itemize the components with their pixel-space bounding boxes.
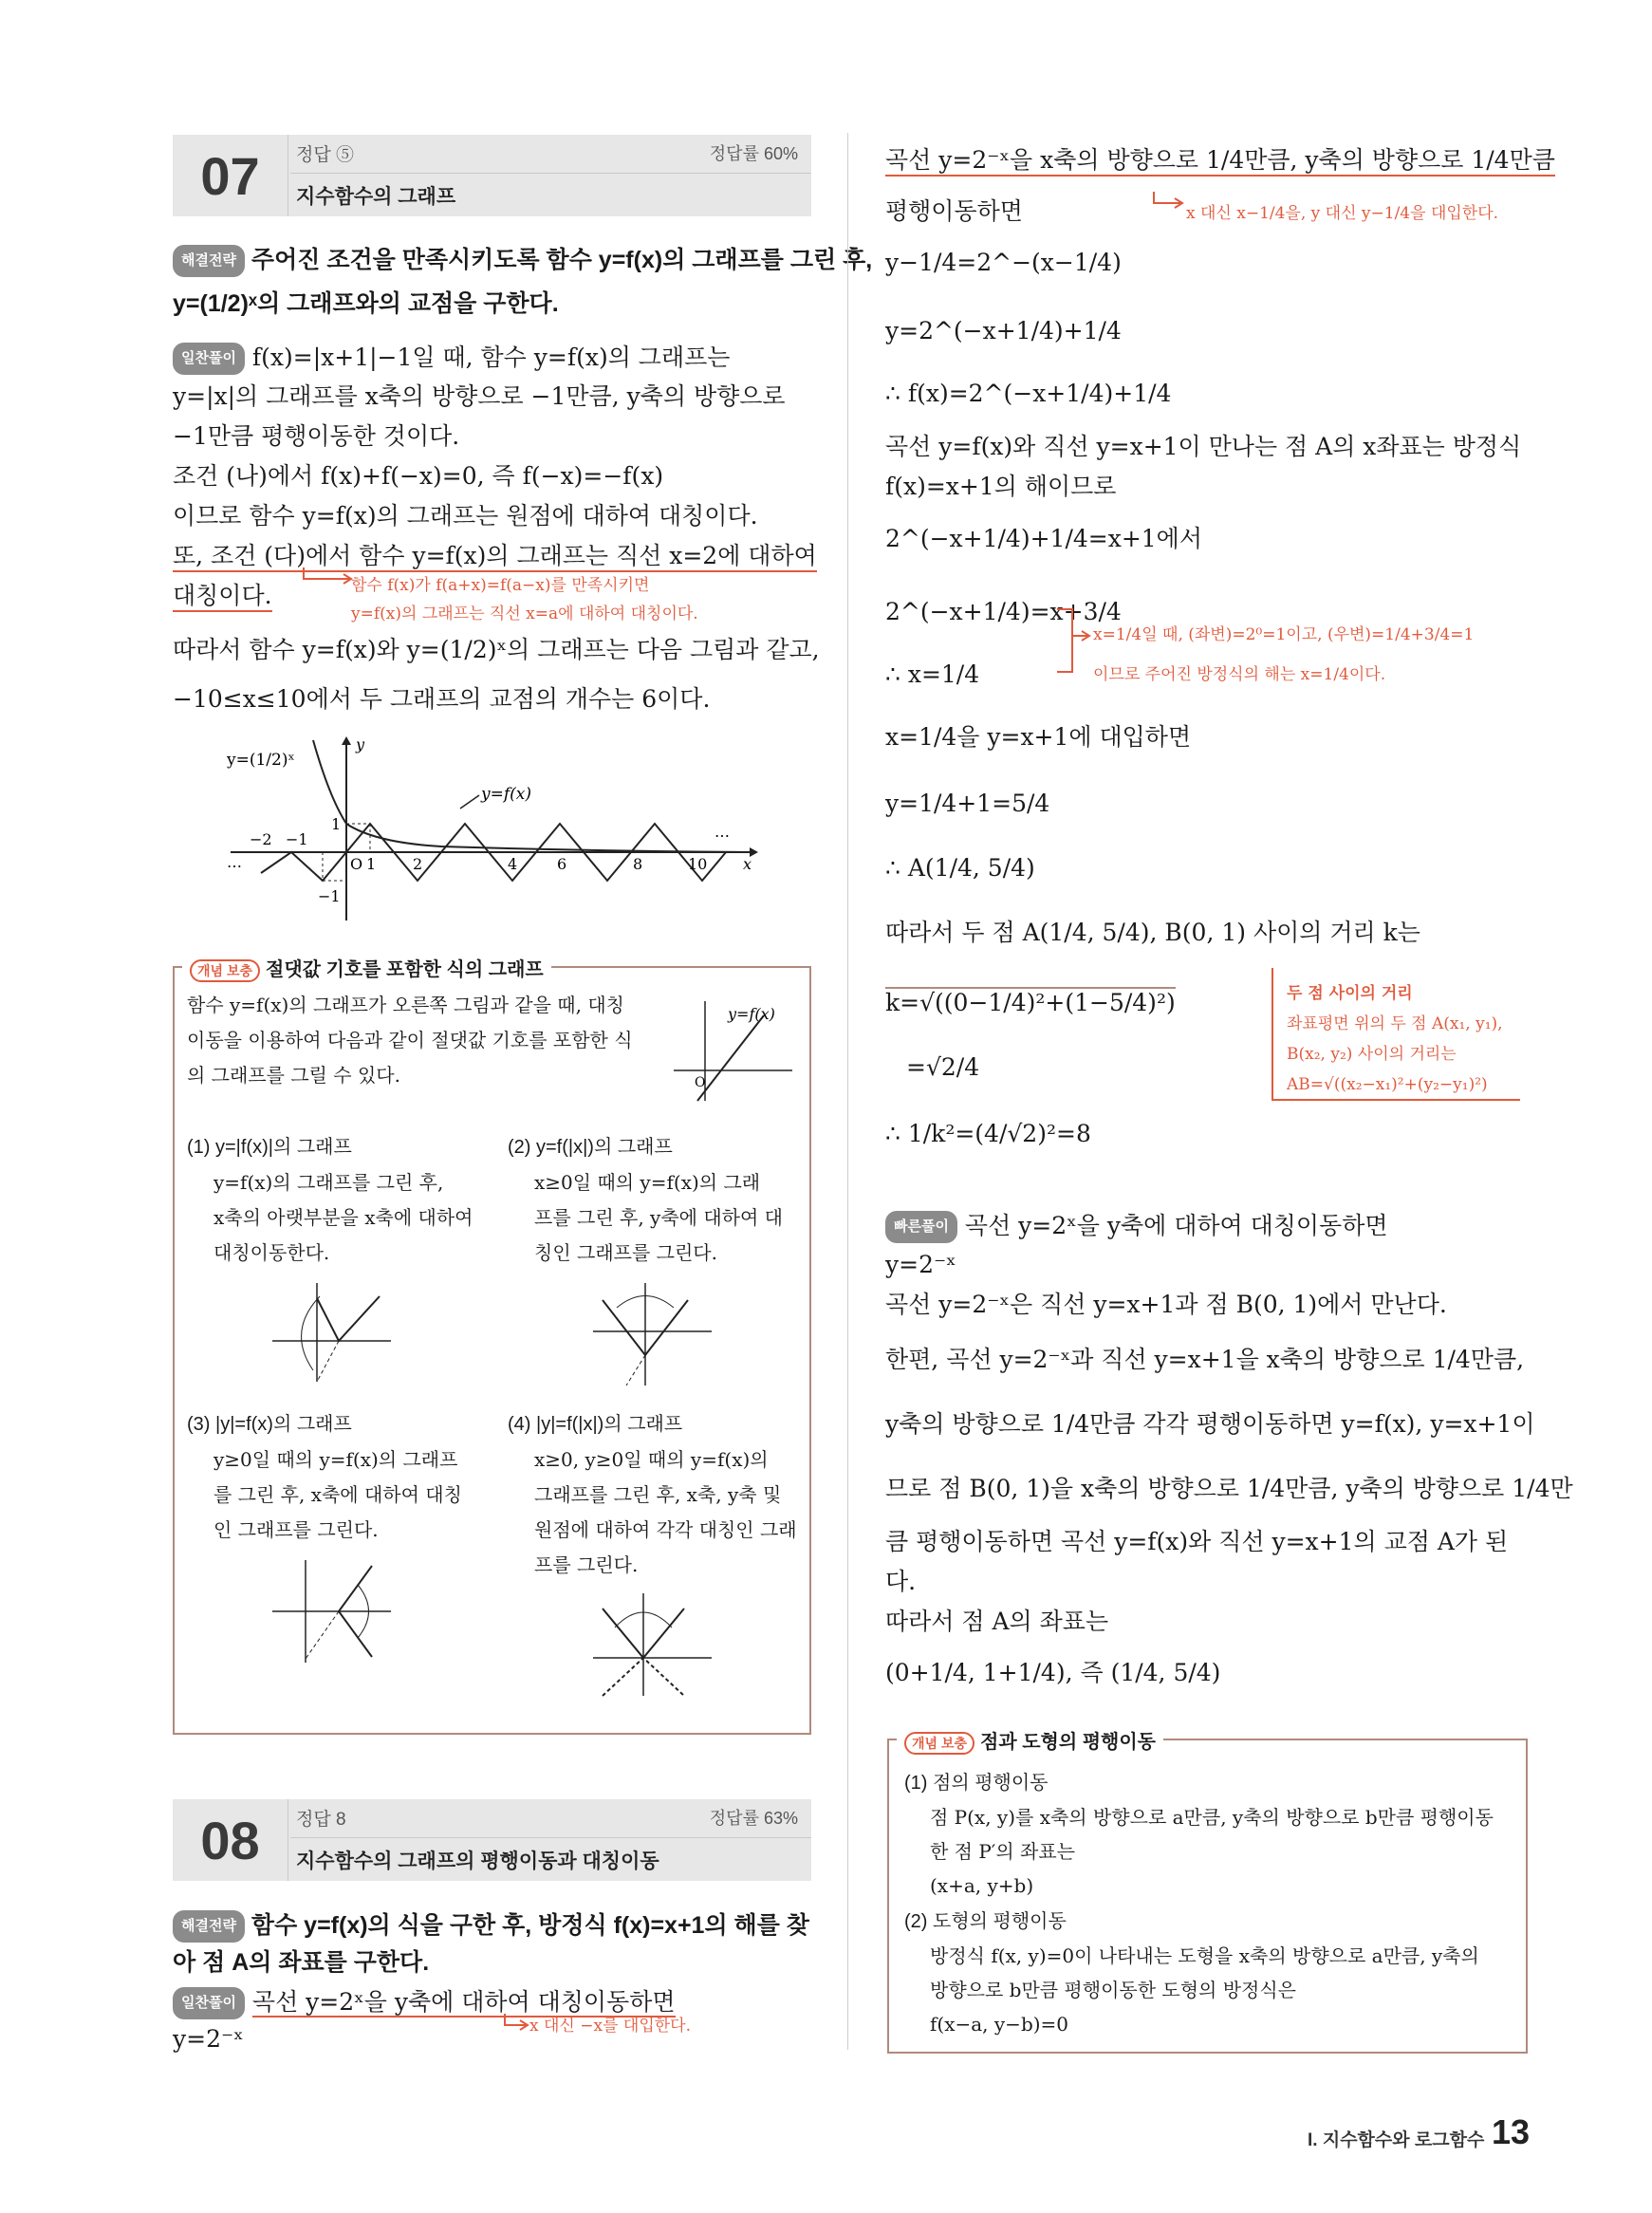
- case-3-line-2: 를 그린 후, x축에 대하여 대칭: [213, 1483, 462, 1506]
- case-4-line-3: 원점에 대하여 각각 대칭인 그래: [534, 1518, 797, 1541]
- case-4-figure: [588, 1590, 721, 1699]
- y-axis-label: y: [356, 735, 365, 753]
- case-3-figure: [268, 1556, 400, 1665]
- concept2-a-line-1: 점 P(x, y)를 x축의 방향으로 a만큼, y축의 방향으로 b만큼 평행이동: [930, 1806, 1494, 1829]
- header-divider: [290, 173, 811, 174]
- right-line-11: x=1/4을 y=x+1에 대입하면: [885, 723, 1192, 751]
- right-line-4: y=2^(−x+1/4)+1/4: [885, 317, 1122, 344]
- right-annotation-2b: 이므로 주어진 방정식의 해는 x=1/4이다.: [1093, 665, 1386, 684]
- right-annotation-arrow-1: [1152, 190, 1186, 213]
- p08-annotation-arrow: [503, 2012, 531, 2035]
- column-divider: [847, 133, 848, 2050]
- concept-tag: 개념 보충: [904, 1732, 974, 1755]
- tick-x-4: 4: [508, 855, 518, 873]
- fast-line-1: [885, 1211, 1388, 1243]
- case-3-line-3: 인 그래프를 그린다.: [213, 1518, 379, 1541]
- case-2-line-1: x≥0일 때의 y=f(x)의 그래: [534, 1171, 761, 1194]
- case-4-line-2: 그래프를 그린 후, x축, y축 및: [534, 1483, 782, 1506]
- concept2-b-title: (2) 도형의 평행이동: [904, 1911, 1067, 1932]
- strategy-text: 함수 y=f(x)의 식을 구한 후, 방정식 f(x)=x+1의 해를 찾: [251, 1912, 809, 1939]
- y-axis-arrow: [342, 736, 351, 745]
- fast-line-6: 므로 점 B(0, 1)을 x축의 방향으로 1/4만큼, y축의 방향으로 1/4만: [885, 1475, 1573, 1502]
- right-line-17: ∴ 1/k²=(4/√2)²=8: [885, 1120, 1091, 1147]
- solution-line-8: 따라서 함수 y=f(x)와 y=(1/2)ˣ의 그래프는 다음 그림과 같고,: [173, 636, 820, 663]
- concept-box-2-header: [897, 1726, 1163, 1755]
- tick-x-10: 10: [688, 855, 708, 873]
- distance-note-4: AB=√((x₂−x₁)²+(y₂−y₁)²): [1287, 1075, 1488, 1094]
- distance-note-1: 두 점 사이의 거리: [1287, 984, 1413, 1003]
- tick-x-2: 2: [413, 855, 423, 873]
- concept2-b-line-1: 방정식 f(x, y)=0이 나타내는 도형을 x축의 방향으로 a만큼, y축의: [930, 1944, 1479, 1967]
- problem-topic: 지수함수의 그래프: [296, 186, 456, 208]
- concept2-a-line-2: 한 점 P′의 좌표는: [930, 1840, 1075, 1863]
- p08-strategy-line-1: [173, 1910, 809, 1943]
- strategy-tag: 해결전략: [173, 245, 245, 277]
- right-line-14: 따라서 두 점 A(1/4, 5/4), B(0, 1) 사이의 거리 k는: [885, 919, 1420, 946]
- concept2-a-line-3: (x+a, y+b): [930, 1874, 1034, 1897]
- fast-line-10: (0+1/4, 1+1/4), 즉 (1/4, 5/4): [885, 1659, 1221, 1686]
- right-line-12: y=1/4+1=5/4: [885, 790, 1050, 817]
- case-2-figure: [588, 1279, 721, 1388]
- right-line-10: ∴ x=1/4: [885, 660, 980, 688]
- right-line-9: 2^(−x+1/4)=x+3/4: [885, 598, 1122, 625]
- tick-y-neg1: −1: [318, 887, 341, 905]
- p08-strategy-line-2: 아 점 A의 좌표를 구한다.: [173, 1949, 430, 1976]
- solution-tag: 일찬풀이: [173, 343, 245, 375]
- concept1-intro-1: 함수 y=f(x)의 그래프가 오른쪽 그림과 같을 때, 대칭: [187, 994, 624, 1016]
- concept-tag: 개념 보충: [190, 959, 260, 982]
- fx-label: y=f(x): [481, 785, 531, 804]
- solution-line-7: 대칭이다.: [173, 582, 272, 612]
- solution-line-1: [173, 343, 730, 375]
- case-4-title: (4) |y|=f(|x|)의 그래프: [508, 1414, 683, 1435]
- tick-x-neg1: −1: [286, 830, 308, 848]
- x-axis-label: x: [743, 855, 752, 873]
- solution-line-2: y=|x|의 그래프를 x축의 방향으로 −1만큼, y축의 방향으로: [173, 382, 786, 410]
- case-2-line-2: 프를 그린 후, y축에 대하여 대: [534, 1206, 783, 1229]
- problem-number: 07: [173, 135, 288, 216]
- annotation-symmetry-1: 함수 f(x)가 f(a+x)=f(a−x)를 만족시키면: [351, 576, 650, 595]
- case-1-line-1: y=f(x)의 그래프를 그린 후,: [213, 1171, 444, 1194]
- concept-title: 절댓값 기호를 포함한 식의 그래프: [266, 959, 544, 980]
- tick-y-1: 1: [331, 815, 342, 833]
- problem-07-header: [173, 135, 811, 216]
- footer-chapter: I. 지수함수와 로그함수: [1308, 2130, 1485, 2150]
- solution-line-6: 또, 조건 (다)에서 함수 y=f(x)의 그래프는 직선 x=2에 대하여: [173, 542, 817, 572]
- distance-note-3: B(x₂, y₂) 사이의 거리는: [1287, 1045, 1457, 1064]
- concept2-b-line-3: f(x−a, y−b)=0: [930, 2013, 1069, 2036]
- right-bracket: [1055, 607, 1093, 676]
- right-line-2: 평행이동하면: [885, 197, 1023, 225]
- tick-x-6: 6: [557, 855, 567, 873]
- concept1-intro-3: 의 그래프를 그릴 수 있다.: [187, 1064, 400, 1087]
- concept1-base-figure: [669, 996, 802, 1106]
- right-line-15: k=√((0−1/4)²+(1−5/4)²): [885, 989, 1176, 1016]
- right-line-8: 2^(−x+1/4)+1/4=x+1에서: [885, 525, 1202, 552]
- case-2-title: (2) y=f(|x|)의 그래프: [508, 1137, 673, 1158]
- problem-topic: 지수함수의 그래프의 평행이동과 대칭이동: [296, 1850, 659, 1872]
- solution-line-9: −10≤x≤10에서 두 그래프의 교점의 개수는 6이다.: [173, 685, 711, 713]
- fx-label-pointer: [460, 795, 479, 809]
- dots-left: …: [227, 853, 242, 871]
- fast-line-9: 따라서 점 A의 좌표는: [885, 1608, 1109, 1635]
- case-3-title: (3) |y|=f(x)의 그래프: [187, 1414, 352, 1435]
- strategy-line-2: y=(1/2)ˣ의 그래프와의 교점을 구한다.: [173, 290, 559, 317]
- accuracy-rate: 정답률 60%: [709, 144, 798, 163]
- concept1-intro-2: 이동을 이용하여 다음과 같이 절댓값 기호를 포함한 식: [187, 1029, 633, 1051]
- right-line-6: 곡선 y=f(x)와 직선 y=x+1이 만나는 점 A의 x좌표는 방정식: [885, 433, 1522, 460]
- accuracy-rate: 정답률 63%: [709, 1809, 798, 1828]
- fast-line-8: 다.: [885, 1568, 917, 1595]
- strategy-tag: 해결전략: [173, 1910, 245, 1943]
- concept-title: 점과 도형의 평행이동: [980, 1732, 1156, 1753]
- distance-note-2: 좌표평면 위의 두 점 A(x₁, y₁),: [1287, 1014, 1503, 1033]
- right-annotation-1: x 대신 x−1/4을, y 대신 y−1/4을 대입한다.: [1186, 204, 1499, 223]
- solution-text: 곡선 y=2ˣ을 y축에 대하여 대칭이동하면: [251, 1988, 676, 2016]
- right-line-1: 곡선 y=2⁻ˣ을 x축의 방향으로 1/4만큼, y축의 방향으로 1/4만큼: [885, 146, 1555, 177]
- graph-07: [223, 731, 764, 930]
- answer-label: 정답 ⑤: [296, 145, 354, 165]
- strategy-text: 주어진 조건을 만족시키도록 함수 y=f(x)의 그래프를 그린 후,: [251, 247, 873, 273]
- solution-text: f(x)=|x+1|−1일 때, 함수 y=f(x)의 그래프는: [251, 344, 731, 371]
- right-line-7: f(x)=x+1의 해이므로: [885, 473, 1117, 500]
- fast-line-5: y축의 방향으로 1/4만큼 각각 평행이동하면 y=f(x), y=x+1이: [885, 1410, 1535, 1438]
- fast-line-3: 곡선 y=2⁻ˣ은 직선 y=x+1과 점 B(0, 1)에서 만난다.: [885, 1291, 1447, 1318]
- fast-text: 곡선 y=2ˣ을 y축에 대하여 대칭이동하면: [964, 1212, 1388, 1239]
- p08-solution-line-1: [173, 1987, 676, 2019]
- header-divider: [290, 1837, 811, 1838]
- problem-number: 08: [173, 1799, 288, 1881]
- solution-line-4: 조건 (나)에서 f(x)+f(−x)=0, 즉 f(−x)=−f(x): [173, 462, 664, 490]
- case-4-line-4: 프를 그린다.: [534, 1553, 639, 1576]
- right-line-3: y−1/4=2^−(x−1/4): [885, 249, 1122, 276]
- strategy-line-1: [173, 245, 872, 277]
- right-line-5: ∴ f(x)=2^(−x+1/4)+1/4: [885, 380, 1172, 407]
- right-annotation-2a: x=1/4일 때, (좌변)=2⁰=1이고, (우변)=1/4+3/4=1: [1093, 625, 1475, 644]
- problem-08-header: [173, 1799, 811, 1881]
- concept2-a-title: (1) 점의 평행이동: [904, 1773, 1049, 1794]
- concept2-b-line-2: 방향으로 b만큼 평행이동한 도형의 방정식은: [930, 1979, 1296, 2001]
- case-2-line-3: 칭인 그래프를 그린다.: [534, 1241, 717, 1264]
- origin-label: O: [350, 855, 363, 873]
- right-line-16: =√2/4: [906, 1053, 980, 1081]
- svg-text:O: O: [695, 1075, 706, 1090]
- case-3-line-1: y≥0일 때의 y=f(x)의 그래프: [213, 1448, 458, 1471]
- solution-line-3: −1만큼 평행이동한 것이다.: [173, 422, 460, 450]
- p08-annotation: x 대신 −x를 대입한다.: [529, 2017, 691, 2036]
- fast-line-4: 한편, 곡선 y=2⁻ˣ과 직선 y=x+1을 x축의 방향으로 1/4만큼,: [885, 1346, 1525, 1373]
- fast-tag: 빠른풀이: [885, 1211, 957, 1243]
- right-line-13: ∴ A(1/4, 5/4): [885, 854, 1035, 882]
- solution-line-5: 이므로 함수 y=f(x)의 그래프는 원점에 대하여 대칭이다.: [173, 502, 758, 530]
- annotation-arrow: [302, 566, 355, 588]
- fast-line-2: y=2⁻ˣ: [885, 1251, 956, 1278]
- case-1-line-3: 대칭이동한다.: [213, 1241, 330, 1264]
- tick-x-8: 8: [633, 855, 643, 873]
- base-fig-label: y=f(x): [728, 1005, 775, 1023]
- dots-right: …: [715, 823, 730, 841]
- concept-box-1-header: [182, 954, 551, 982]
- annotation-symmetry-2: y=f(x)의 그래프는 직선 x=a에 대하여 대칭이다.: [351, 604, 698, 623]
- fast-line-7: 큼 평행이동하면 곡선 y=f(x)와 직선 y=x+1의 교점 A가 된: [885, 1528, 1509, 1555]
- case-1-figure: [268, 1279, 400, 1384]
- curve-label: y=(1/2)ˣ: [227, 751, 295, 770]
- case-4-line-1: x≥0, y≥0일 때의 y=f(x)의: [534, 1448, 769, 1471]
- page-number: 13: [1492, 2112, 1531, 2151]
- solution-tag: 일찬풀이: [173, 1987, 245, 2019]
- case-1-title: (1) y=|f(x)|의 그래프: [187, 1137, 352, 1158]
- answer-label: 정답 8: [296, 1810, 346, 1830]
- case-1-line-2: x축의 아랫부분을 x축에 대하여: [213, 1206, 473, 1229]
- p08-solution-line-2: y=2⁻ˣ: [173, 2025, 244, 2053]
- tick-x-1: 1: [366, 855, 377, 873]
- tick-x-neg2: −2: [250, 830, 272, 848]
